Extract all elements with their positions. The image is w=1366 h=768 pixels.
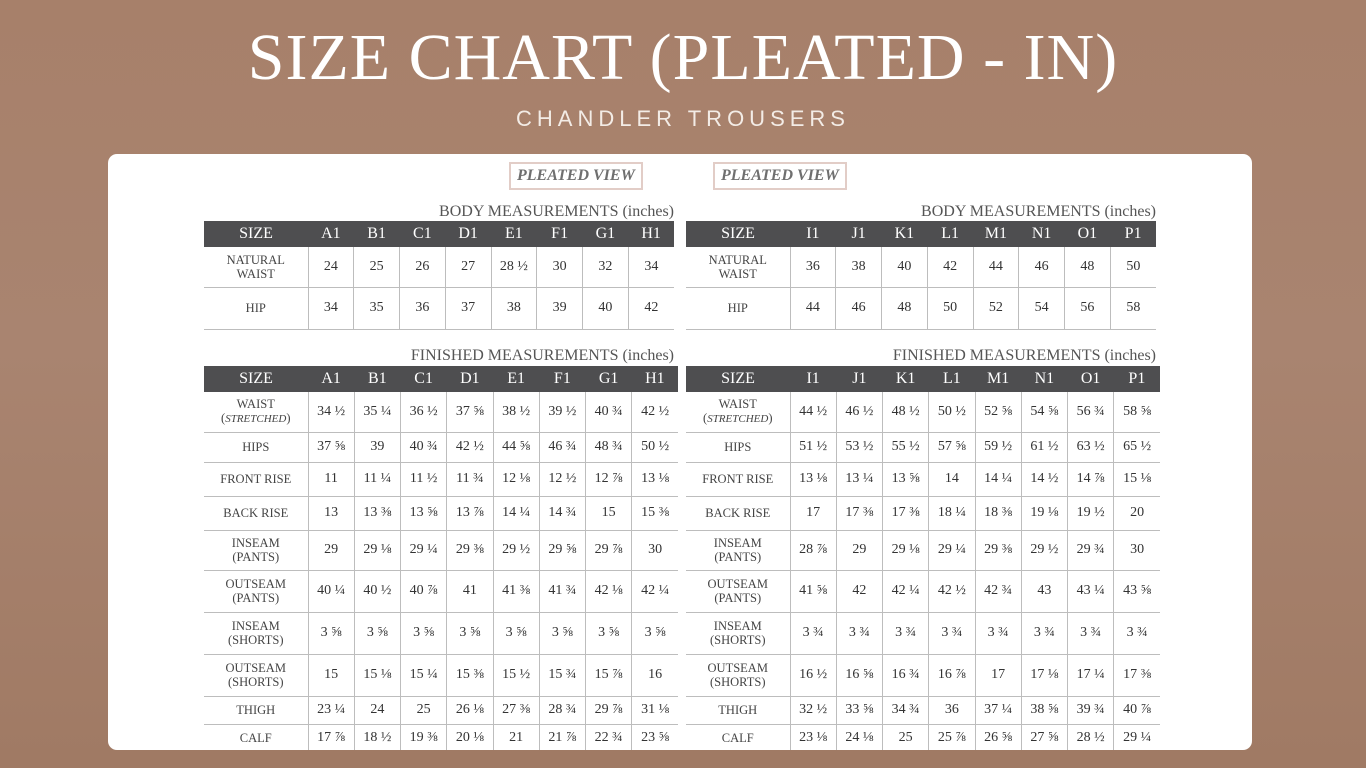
measurement-cell: 54 [1019, 287, 1065, 329]
measurement-cell: 30 [632, 530, 678, 570]
measurement-cell: 40 ¾ [401, 432, 447, 462]
row-label: CALF [686, 724, 790, 750]
row-label: INSEAM (PANTS) [204, 530, 308, 570]
table-row [686, 696, 1160, 724]
table-row [204, 654, 678, 696]
size-col-header: N1 [1019, 221, 1065, 247]
measurement-cell: 25 ⅞ [929, 724, 975, 750]
size-col-header: A1 [308, 221, 354, 247]
measurement-cell: 43 ¼ [1068, 570, 1114, 612]
measurement-cell: 29 ½ [493, 530, 539, 570]
measurement-cell: 50 ½ [632, 432, 678, 462]
finished-measurements-table-left [204, 366, 678, 750]
measurement-cell: 12 ⅛ [493, 462, 539, 496]
table-row [686, 724, 1160, 750]
measurement-cell: 24 [354, 696, 400, 724]
measurement-cell: 17 ⅜ [836, 496, 882, 530]
measurement-cell: 17 [790, 496, 836, 530]
measurement-cell: 13 ⅛ [790, 462, 836, 496]
measurement-cell: 44 [973, 247, 1019, 287]
row-label: INSEAM (PANTS) [686, 530, 790, 570]
table-row [204, 612, 678, 654]
measurement-cell: 34 ½ [308, 392, 354, 432]
size-col-header: L1 [929, 366, 975, 392]
row-label: OUTSEAM (SHORTS) [204, 654, 308, 696]
table-row [686, 432, 1160, 462]
table-row [686, 612, 1160, 654]
measurement-cell: 52 ⅝ [975, 392, 1021, 432]
measurement-cell: 58 ⅝ [1114, 392, 1160, 432]
table-row [204, 530, 678, 570]
row-label: NATURAL WAIST [204, 247, 308, 287]
measurement-cell: 42 ¾ [975, 570, 1021, 612]
measurement-cell: 38 [836, 247, 882, 287]
measurement-cell: 29 ¼ [401, 530, 447, 570]
measurement-cell: 19 ⅜ [401, 724, 447, 750]
measurement-cell: 29 ¼ [929, 530, 975, 570]
measurement-cell: 24 [308, 247, 354, 287]
measurement-cell: 41 ⅜ [493, 570, 539, 612]
measurement-cell: 23 ¼ [308, 696, 354, 724]
measurement-cell: 37 [445, 287, 491, 329]
size-col-header: H1 [632, 366, 678, 392]
measurement-cell: 43 [1021, 570, 1067, 612]
row-label: FRONT RISE [204, 462, 308, 496]
table-row [204, 247, 674, 287]
measurement-cell: 29 ⅞ [586, 696, 632, 724]
measurement-cell: 16 [632, 654, 678, 696]
measurement-cell: 14 ¼ [975, 462, 1021, 496]
measurement-cell: 17 ¼ [1068, 654, 1114, 696]
measurement-cell: 44 ⅝ [493, 432, 539, 462]
measurement-cell: 50 [927, 287, 973, 329]
size-col-header: J1 [836, 366, 882, 392]
measurement-cell: 3 ⅝ [586, 612, 632, 654]
measurement-cell: 50 ½ [929, 392, 975, 432]
measurement-cell: 41 [447, 570, 493, 612]
measurement-cell: 48 ¾ [586, 432, 632, 462]
measurement-cell: 61 ½ [1021, 432, 1067, 462]
row-label: HIPS [686, 432, 790, 462]
size-col-header: A1 [308, 366, 354, 392]
measurement-cell: 29 ⅛ [883, 530, 929, 570]
measurement-cell: 15 ⅛ [1114, 462, 1160, 496]
measurement-cell: 39 ½ [539, 392, 585, 432]
size-col-header: E1 [493, 366, 539, 392]
measurement-cell: 3 ¾ [790, 612, 836, 654]
measurement-cell: 31 ⅛ [632, 696, 678, 724]
size-col-header: O1 [1065, 221, 1111, 247]
measurement-cell: 3 ⅝ [447, 612, 493, 654]
measurement-cell: 34 ¾ [883, 696, 929, 724]
table-row [686, 530, 1160, 570]
size-col-header: J1 [836, 221, 882, 247]
size-col-header: D1 [445, 221, 491, 247]
measurement-cell: 3 ¾ [1021, 612, 1067, 654]
size-col-header: P1 [1110, 221, 1156, 247]
measurement-cell: 37 ¼ [975, 696, 1021, 724]
measurement-cell: 30 [537, 247, 583, 287]
size-header: SIZE [204, 366, 308, 392]
pleated-view-label-left: PLEATED VIEW [509, 162, 643, 190]
measurement-cell: 11 ½ [401, 462, 447, 496]
measurement-cell: 32 ½ [790, 696, 836, 724]
size-col-header: B1 [354, 366, 400, 392]
size-col-header: F1 [537, 221, 583, 247]
table-row [204, 496, 678, 530]
measurement-cell: 27 ⅜ [493, 696, 539, 724]
measurement-cell: 41 ⅝ [790, 570, 836, 612]
measurement-cell: 65 ½ [1114, 432, 1160, 462]
measurement-cell: 56 [1065, 287, 1111, 329]
size-col-header: K1 [882, 221, 928, 247]
measurement-cell: 14 ¾ [539, 496, 585, 530]
measurement-cell: 3 ⅝ [308, 612, 354, 654]
measurement-cell: 40 [882, 247, 928, 287]
measurement-cell: 56 ¾ [1068, 392, 1114, 432]
measurement-cell: 16 ¾ [883, 654, 929, 696]
table-row [204, 724, 678, 750]
measurement-cell: 12 ½ [539, 462, 585, 496]
measurement-cell: 15 ¼ [401, 654, 447, 696]
measurement-cell: 28 ½ [1068, 724, 1114, 750]
measurement-cell: 13 ⅝ [883, 462, 929, 496]
measurement-cell: 42 ½ [632, 392, 678, 432]
size-chart-card [108, 154, 1252, 750]
table-row [204, 696, 678, 724]
measurement-cell: 13 ⅜ [354, 496, 400, 530]
size-col-header: I1 [790, 366, 836, 392]
measurement-cell: 15 ⅛ [354, 654, 400, 696]
table-row [204, 570, 678, 612]
header-row [204, 221, 674, 247]
measurement-cell: 19 ⅛ [1021, 496, 1067, 530]
measurement-cell: 42 ½ [447, 432, 493, 462]
measurement-cell: 36 [929, 696, 975, 724]
measurement-cell: 27 [445, 247, 491, 287]
measurement-cell: 26 [400, 247, 446, 287]
size-col-header: P1 [1114, 366, 1160, 392]
measurement-cell: 11 ¾ [447, 462, 493, 496]
measurement-cell: 42 ½ [929, 570, 975, 612]
table-row [686, 392, 1160, 432]
measurement-cell: 35 ¼ [354, 392, 400, 432]
measurement-cell: 44 ½ [790, 392, 836, 432]
finished-measurements-title-right: FINISHED MEASUREMENTS (inches) [892, 347, 1156, 364]
measurement-cell: 42 [836, 570, 882, 612]
measurement-cell: 59 ½ [975, 432, 1021, 462]
body-measurements-title-right: BODY MEASUREMENTS (inches) [921, 203, 1156, 220]
measurement-cell: 23 ⅝ [632, 724, 678, 750]
page-subtitle: CHANDLER TROUSERS [516, 106, 850, 131]
measurement-cell: 40 ½ [354, 570, 400, 612]
finished-measurements-table-right [686, 366, 1160, 750]
measurement-cell: 38 [491, 287, 537, 329]
measurement-cell: 3 ¾ [1068, 612, 1114, 654]
size-col-header: B1 [354, 221, 400, 247]
row-label: INSEAM (SHORTS) [686, 612, 790, 654]
size-col-header: O1 [1068, 366, 1114, 392]
measurement-cell: 11 ¼ [354, 462, 400, 496]
measurement-cell: 42 ¼ [632, 570, 678, 612]
measurement-cell: 25 [354, 247, 400, 287]
measurement-cell: 15 [586, 496, 632, 530]
measurement-cell: 3 ⅝ [354, 612, 400, 654]
measurement-cell: 12 ⅞ [586, 462, 632, 496]
body-measurements-table-left [204, 221, 674, 330]
measurement-cell: 29 ⅜ [447, 530, 493, 570]
measurement-cell: 46 [836, 287, 882, 329]
measurement-cell: 26 ⅛ [447, 696, 493, 724]
measurement-cell: 3 ¾ [1114, 612, 1160, 654]
row-label: INSEAM (SHORTS) [204, 612, 308, 654]
measurement-cell: 15 ⅜ [632, 496, 678, 530]
measurement-cell: 13 ⅛ [632, 462, 678, 496]
measurement-cell: 41 ¾ [539, 570, 585, 612]
row-label: NATURAL WAIST [686, 247, 790, 287]
row-label: BACK RISE [686, 496, 790, 530]
measurement-cell: 28 ⅞ [790, 530, 836, 570]
row-label: THIGH [204, 696, 308, 724]
measurement-cell: 34 [628, 247, 674, 287]
measurement-cell: 35 [354, 287, 400, 329]
measurement-cell: 3 ¾ [883, 612, 929, 654]
table-row [204, 287, 674, 329]
measurement-cell: 39 ¾ [1068, 696, 1114, 724]
measurement-cell: 3 ⅝ [632, 612, 678, 654]
measurement-cell: 38 ⅝ [1021, 696, 1067, 724]
measurement-cell: 46 ¾ [539, 432, 585, 462]
measurement-cell: 16 ⅝ [836, 654, 882, 696]
measurement-cell: 40 ¾ [586, 392, 632, 432]
measurement-cell: 53 ½ [836, 432, 882, 462]
measurement-cell: 48 ½ [883, 392, 929, 432]
measurement-cell: 63 ½ [1068, 432, 1114, 462]
measurement-cell: 14 ¼ [493, 496, 539, 530]
table-row [686, 287, 1156, 329]
size-col-header: M1 [975, 366, 1021, 392]
row-label: HIPS [204, 432, 308, 462]
row-label: WAIST (STRETCHED) [686, 392, 790, 432]
table-row [686, 462, 1160, 496]
measurement-cell: 25 [401, 696, 447, 724]
measurement-cell: 43 ⅝ [1114, 570, 1160, 612]
measurement-cell: 29 [836, 530, 882, 570]
body-measurements-title-left: BODY MEASUREMENTS (inches) [439, 203, 674, 220]
table-row [686, 496, 1160, 530]
size-col-header: C1 [401, 366, 447, 392]
row-label: OUTSEAM (SHORTS) [686, 654, 790, 696]
size-col-header: I1 [790, 221, 836, 247]
measurement-cell: 28 ½ [491, 247, 537, 287]
table-row [204, 432, 678, 462]
measurement-cell: 19 ½ [1068, 496, 1114, 530]
measurement-cell: 27 ⅝ [1021, 724, 1067, 750]
measurement-cell: 11 [308, 462, 354, 496]
measurement-cell: 52 [973, 287, 1019, 329]
size-col-header: H1 [628, 221, 674, 247]
measurement-cell: 3 ⅝ [401, 612, 447, 654]
measurement-cell: 44 [790, 287, 836, 329]
measurement-cell: 17 ⅜ [1114, 654, 1160, 696]
measurement-cell: 16 ½ [790, 654, 836, 696]
measurement-cell: 32 [583, 247, 629, 287]
measurement-cell: 50 [1110, 247, 1156, 287]
measurement-cell: 15 [308, 654, 354, 696]
row-label: WAIST (STRETCHED) [204, 392, 308, 432]
measurement-cell: 29 [308, 530, 354, 570]
measurement-cell: 25 [883, 724, 929, 750]
size-col-header: G1 [583, 221, 629, 247]
measurement-cell: 40 ¼ [308, 570, 354, 612]
measurement-cell: 18 ½ [354, 724, 400, 750]
row-label: CALF [204, 724, 308, 750]
measurement-cell: 18 ⅜ [975, 496, 1021, 530]
measurement-cell: 13 ⅝ [401, 496, 447, 530]
table-row [686, 570, 1160, 612]
measurement-cell: 14 [929, 462, 975, 496]
measurement-cell: 3 ⅝ [539, 612, 585, 654]
measurement-cell: 40 [583, 287, 629, 329]
measurement-cell: 37 ⅝ [308, 432, 354, 462]
row-label: HIP [204, 287, 308, 329]
measurement-cell: 42 [628, 287, 674, 329]
table-row [204, 392, 678, 432]
finished-measurements-title-left: FINISHED MEASUREMENTS (inches) [410, 347, 674, 364]
measurement-cell: 14 ⅞ [1068, 462, 1114, 496]
header-row [204, 366, 678, 392]
measurement-cell: 54 ⅝ [1021, 392, 1067, 432]
body-measurements-table-right [686, 221, 1156, 330]
measurement-cell: 23 ⅛ [790, 724, 836, 750]
measurement-cell: 39 [354, 432, 400, 462]
row-label: HIP [686, 287, 790, 329]
measurement-cell: 15 ¾ [539, 654, 585, 696]
measurement-cell: 57 ⅝ [929, 432, 975, 462]
measurement-cell: 36 [790, 247, 836, 287]
measurement-cell: 17 ⅛ [1021, 654, 1067, 696]
measurement-cell: 16 ⅞ [929, 654, 975, 696]
measurement-cell: 17 [975, 654, 1021, 696]
measurement-cell: 39 [537, 287, 583, 329]
measurement-cell: 29 ½ [1021, 530, 1067, 570]
measurement-cell: 48 [1065, 247, 1111, 287]
row-label: OUTSEAM (PANTS) [204, 570, 308, 612]
measurement-cell: 40 ⅞ [1114, 696, 1160, 724]
row-label: FRONT RISE [686, 462, 790, 496]
measurement-cell: 42 ¼ [883, 570, 929, 612]
measurement-cell: 29 ⅝ [539, 530, 585, 570]
row-label: OUTSEAM (PANTS) [686, 570, 790, 612]
measurement-cell: 20 [1114, 496, 1160, 530]
measurement-cell: 24 ⅛ [836, 724, 882, 750]
measurement-cell: 15 ½ [493, 654, 539, 696]
table-row [686, 654, 1160, 696]
table-row [204, 462, 678, 496]
measurement-cell: 3 ¾ [836, 612, 882, 654]
header-row [686, 221, 1156, 247]
measurement-cell: 46 [1019, 247, 1065, 287]
measurement-cell: 29 ¾ [1068, 530, 1114, 570]
measurement-cell: 29 ⅞ [586, 530, 632, 570]
size-col-header: F1 [539, 366, 585, 392]
measurement-cell: 48 [882, 287, 928, 329]
row-label: BACK RISE [204, 496, 308, 530]
measurement-cell: 17 ⅜ [883, 496, 929, 530]
size-col-header: E1 [491, 221, 537, 247]
measurement-cell: 36 [400, 287, 446, 329]
size-col-header: M1 [973, 221, 1019, 247]
measurement-cell: 37 ⅝ [447, 392, 493, 432]
measurement-cell: 33 ⅝ [836, 696, 882, 724]
size-col-header: C1 [400, 221, 446, 247]
measurement-cell: 26 ⅝ [975, 724, 1021, 750]
measurement-cell: 15 ⅞ [586, 654, 632, 696]
measurement-cell: 18 ¼ [929, 496, 975, 530]
size-header: SIZE [686, 221, 790, 247]
row-label: THIGH [686, 696, 790, 724]
measurement-cell: 58 [1110, 287, 1156, 329]
measurement-cell: 29 ⅛ [354, 530, 400, 570]
measurement-cell: 51 ½ [790, 432, 836, 462]
size-col-header: G1 [586, 366, 632, 392]
measurement-cell: 14 ½ [1021, 462, 1067, 496]
measurement-cell: 13 ⅞ [447, 496, 493, 530]
page-title: SIZE CHART (PLEATED - IN) [247, 21, 1119, 94]
header-row [686, 366, 1160, 392]
size-col-header: N1 [1021, 366, 1067, 392]
measurement-cell: 46 ½ [836, 392, 882, 432]
pleated-view-label-right: PLEATED VIEW [713, 162, 847, 190]
measurement-cell: 55 ½ [883, 432, 929, 462]
measurement-cell: 42 [927, 247, 973, 287]
size-col-header: L1 [927, 221, 973, 247]
measurement-cell: 17 ⅞ [308, 724, 354, 750]
measurement-cell: 3 ⅝ [493, 612, 539, 654]
size-col-header: K1 [883, 366, 929, 392]
measurement-cell: 3 ¾ [929, 612, 975, 654]
measurement-cell: 29 ⅜ [975, 530, 1021, 570]
measurement-cell: 13 ¼ [836, 462, 882, 496]
measurement-cell: 3 ¾ [975, 612, 1021, 654]
size-header: SIZE [204, 221, 308, 247]
measurement-cell: 15 ⅜ [447, 654, 493, 696]
measurement-cell: 21 [493, 724, 539, 750]
measurement-cell: 38 ½ [493, 392, 539, 432]
measurement-cell: 40 ⅞ [401, 570, 447, 612]
measurement-cell: 36 ½ [401, 392, 447, 432]
measurement-cell: 34 [308, 287, 354, 329]
measurement-cell: 20 ⅛ [447, 724, 493, 750]
table-row [686, 247, 1156, 287]
measurement-cell: 30 [1114, 530, 1160, 570]
measurement-cell: 28 ¾ [539, 696, 585, 724]
size-col-header: D1 [447, 366, 493, 392]
measurement-cell: 13 [308, 496, 354, 530]
measurement-cell: 42 ⅛ [586, 570, 632, 612]
size-header: SIZE [686, 366, 790, 392]
measurement-cell: 21 ⅞ [539, 724, 585, 750]
measurement-cell: 29 ¼ [1114, 724, 1160, 750]
measurement-cell: 22 ¾ [586, 724, 632, 750]
